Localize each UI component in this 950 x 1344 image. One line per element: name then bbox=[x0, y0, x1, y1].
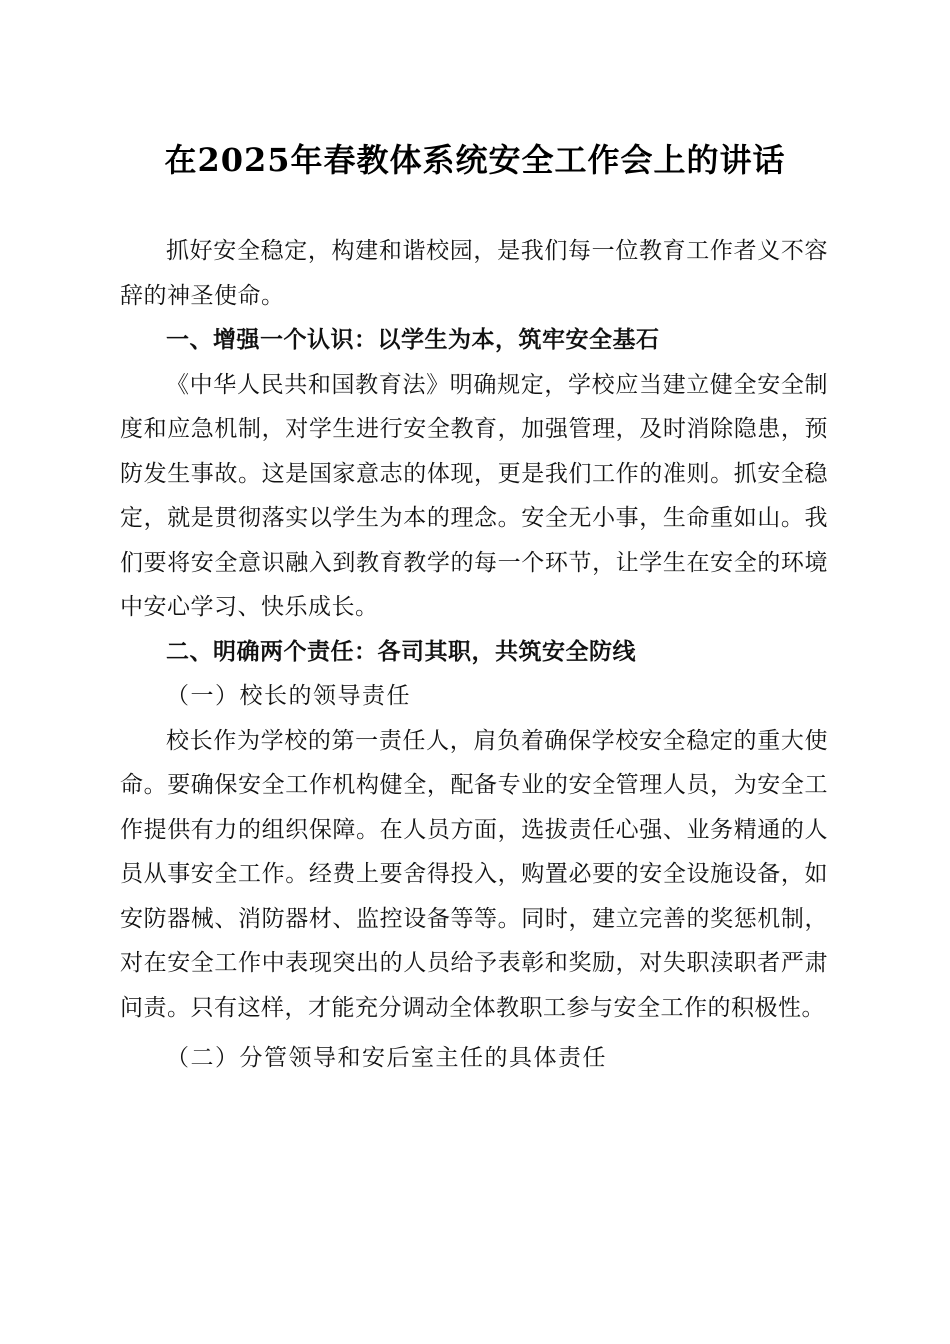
subsection-1-paragraph: 校长作为学校的第一责任人，肩负着确保学校安全稳定的重大使命。要确保安全工作机构健全，配备专业的安全管理人员，为安全工作提供有力的组织保障。在人员方面，选拔责任心强、业务精通的人员从事安全工作。经费上要舍得投入，购置必要的安全设施设备，如安防器械、消防器材、监控设备等等。同时，建立完善的奖惩机制，对在安全工作中表现突出的人员给予表彰和奖励，对失职渎职者严肃问责。只有这样，才能充分调动全体教职工参与安全工作的积极性。 bbox=[120, 727, 828, 1021]
document-title: 在2025年春教体系统安全工作会上的讲话 bbox=[164, 141, 786, 179]
subsection-heading-2: （二）分管领导和安后室主任的具体责任 bbox=[166, 1045, 607, 1071]
section-heading-2: 二、明确两个责任：各司其职，共筑安全防线 bbox=[166, 638, 636, 665]
intro-paragraph: 抓好安全稳定，构建和谐校园，是我们每一位教育工作者义不容辞的神圣使命。 bbox=[120, 238, 828, 309]
section-heading-1: 一、增强一个认识：以学生为本，筑牢安全基石 bbox=[166, 327, 660, 353]
subsection-heading-1: （一）校长的领导责任 bbox=[166, 683, 411, 709]
document-body bbox=[120, 229, 828, 1081]
section-1-paragraph: 《中华人民共和国教育法》明确规定，学校应当建立健全安全制度和应急机制，对学生进行安全教育，加强管理，及时消除隐患，预防发生事故。这是国家意志的体现，更是我们工作的准则。抓安全稳定，就是贯彻落实以学生为本的理念。安全无小事，生命重如山。我们要将安全意识融入到教育教学的每一个环节，让学生在安全的环境中安心学习、快乐成长。 bbox=[120, 371, 828, 620]
